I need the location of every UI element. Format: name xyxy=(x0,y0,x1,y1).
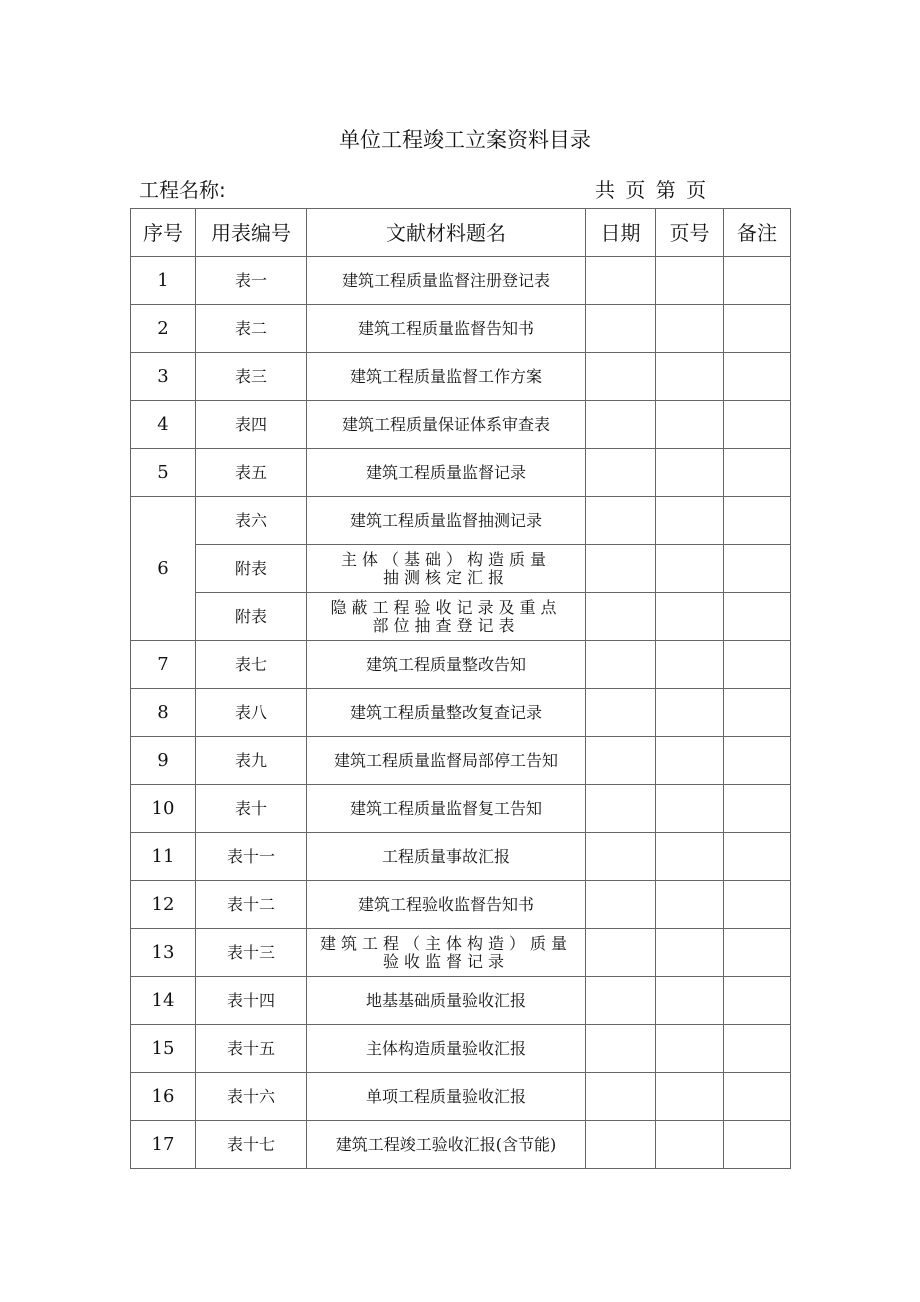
document-name-text: 建筑工程质量监督局部停工告知 xyxy=(333,750,558,770)
row-number: 15 xyxy=(131,1025,196,1073)
form-code: 表三 xyxy=(196,353,307,401)
form-code: 表九 xyxy=(196,737,307,785)
header-page: 页号 xyxy=(656,209,724,257)
page-cell[interactable] xyxy=(656,1025,724,1073)
date-cell[interactable] xyxy=(586,353,656,401)
form-code: 表六 xyxy=(196,497,307,545)
document-name xyxy=(307,1121,586,1169)
table-row xyxy=(131,641,791,689)
table-row xyxy=(131,1121,791,1169)
document-name xyxy=(307,977,586,1025)
header-code: 用表编号 xyxy=(196,209,307,257)
row-number: 4 xyxy=(131,401,196,449)
table-row xyxy=(131,785,791,833)
document-name xyxy=(307,689,586,737)
document-name xyxy=(307,305,586,353)
document-name-text: 建筑工程竣工验收汇报(含节能) xyxy=(335,1134,557,1154)
page-cell[interactable] xyxy=(656,929,724,977)
date-cell[interactable] xyxy=(586,305,656,353)
document-name-text: 建筑工程质量监督注册登记表 xyxy=(341,270,550,290)
header-no: 序号 xyxy=(131,209,196,257)
date-cell[interactable] xyxy=(586,1121,656,1169)
row-number: 3 xyxy=(131,353,196,401)
table-row xyxy=(131,1073,791,1121)
document-name-text-line2: 验收监督记录 xyxy=(382,951,509,971)
row-number: 12 xyxy=(131,881,196,929)
document-name xyxy=(307,593,586,641)
page-cell[interactable] xyxy=(656,641,724,689)
remark-cell[interactable] xyxy=(724,449,791,497)
document-title: 单位工程竣工立案资料目录 xyxy=(339,128,591,152)
form-code: 附表 xyxy=(196,545,307,593)
document-name-text: 隐蔽工程验收记录及重点 xyxy=(330,597,562,617)
form-code: 表十 xyxy=(196,785,307,833)
page-cell[interactable] xyxy=(656,545,724,593)
row-number: 11 xyxy=(131,833,196,881)
table-row xyxy=(131,977,791,1025)
document-name xyxy=(307,785,586,833)
document-name xyxy=(307,641,586,689)
table-row xyxy=(131,833,791,881)
form-code: 附表 xyxy=(196,593,307,641)
remark-cell[interactable] xyxy=(724,833,791,881)
date-cell[interactable] xyxy=(586,929,656,977)
document-name-text: 建筑工程质量整改告知 xyxy=(365,654,526,674)
document-name-text: 建筑工程质量监督工作方案 xyxy=(349,366,542,386)
row-number: 10 xyxy=(131,785,196,833)
header-title: 文献材料题名 xyxy=(307,209,586,257)
date-cell[interactable] xyxy=(586,1025,656,1073)
page-cell[interactable] xyxy=(656,977,724,1025)
form-code: 表十三 xyxy=(196,929,307,977)
document-name xyxy=(307,1073,586,1121)
row-number: 8 xyxy=(131,689,196,737)
remark-cell[interactable] xyxy=(724,737,791,785)
page-cell[interactable] xyxy=(656,1073,724,1121)
remark-cell[interactable] xyxy=(724,929,791,977)
row-number: 5 xyxy=(131,449,196,497)
remark-cell[interactable] xyxy=(724,785,791,833)
remark-cell[interactable] xyxy=(724,881,791,929)
row-number: 9 xyxy=(131,737,196,785)
page-cell[interactable] xyxy=(656,401,724,449)
form-code: 表一 xyxy=(196,257,307,305)
date-cell[interactable] xyxy=(586,977,656,1025)
page-info: 共 页 第 页 xyxy=(595,178,707,202)
date-cell[interactable] xyxy=(586,401,656,449)
table-row xyxy=(131,1025,791,1073)
remark-cell[interactable] xyxy=(724,353,791,401)
date-cell[interactable] xyxy=(586,449,656,497)
document-name xyxy=(307,833,586,881)
form-code: 表十一 xyxy=(196,833,307,881)
remark-cell[interactable] xyxy=(724,593,791,641)
remark-cell[interactable] xyxy=(724,257,791,305)
header-date: 日期 xyxy=(586,209,656,257)
project-name-label: 工程名称: xyxy=(139,178,226,202)
document-name-text: 建筑工程质量整改复查记录 xyxy=(349,702,542,722)
remark-cell[interactable] xyxy=(724,1073,791,1121)
table-row xyxy=(131,881,791,929)
row-number: 1 xyxy=(131,257,196,305)
document-name xyxy=(307,929,586,977)
remark-cell[interactable] xyxy=(724,401,791,449)
document-name xyxy=(307,881,586,929)
table-row xyxy=(131,401,791,449)
remark-cell[interactable] xyxy=(724,641,791,689)
table-row xyxy=(131,497,791,545)
document-name-text: 建筑工程质量监督记录 xyxy=(365,462,526,482)
form-code: 表十四 xyxy=(196,977,307,1025)
document-name xyxy=(307,353,586,401)
page-cell[interactable] xyxy=(656,689,724,737)
table-row xyxy=(131,449,791,497)
table-header-row xyxy=(131,209,791,257)
remark-cell[interactable] xyxy=(724,497,791,545)
document-name-text: 单项工程质量验收汇报 xyxy=(365,1086,526,1106)
remark-cell[interactable] xyxy=(724,977,791,1025)
document-name-text: 建筑工程（主体构造）质量 xyxy=(319,933,572,953)
page-cell[interactable] xyxy=(656,785,724,833)
date-cell[interactable] xyxy=(586,833,656,881)
page-cell[interactable] xyxy=(656,833,724,881)
table-row xyxy=(131,305,791,353)
date-cell[interactable] xyxy=(586,737,656,785)
date-cell[interactable] xyxy=(586,881,656,929)
document-name-text: 建筑工程验收监督告知书 xyxy=(357,894,534,914)
date-cell[interactable] xyxy=(586,545,656,593)
document-name-text: 建筑工程质量保证体系审查表 xyxy=(341,414,550,434)
remark-cell[interactable] xyxy=(724,1121,791,1169)
row-number: 13 xyxy=(131,929,196,977)
date-cell[interactable] xyxy=(586,497,656,545)
page-cell[interactable] xyxy=(656,593,724,641)
document-name xyxy=(307,1025,586,1073)
form-code: 表十二 xyxy=(196,881,307,929)
row-number: 7 xyxy=(131,641,196,689)
form-code: 表八 xyxy=(196,689,307,737)
page-cell[interactable] xyxy=(656,737,724,785)
document-name-text: 建筑工程质量监督告知书 xyxy=(357,318,534,338)
document-name xyxy=(307,545,586,593)
row-number: 16 xyxy=(131,1073,196,1121)
document-name-text: 工程质量事故汇报 xyxy=(381,846,510,866)
catalog-table xyxy=(130,208,791,1169)
page-cell[interactable] xyxy=(656,1121,724,1169)
document-name xyxy=(307,401,586,449)
document-name xyxy=(307,257,586,305)
document-name xyxy=(307,449,586,497)
document-name xyxy=(307,737,586,785)
table-row xyxy=(131,593,791,641)
form-code: 表十六 xyxy=(196,1073,307,1121)
page-cell[interactable] xyxy=(656,305,724,353)
document-name-text: 地基基础质量验收汇报 xyxy=(365,990,526,1010)
page-cell[interactable] xyxy=(656,881,724,929)
document-name-text: 建筑工程质量监督复工告知 xyxy=(349,798,542,818)
document-name xyxy=(307,497,586,545)
row-number: 6 xyxy=(131,497,196,641)
document-name-text: 建筑工程质量监督抽测记录 xyxy=(349,510,542,530)
document-name-text: 主体（基础）构造质量 xyxy=(340,549,551,569)
page-cell[interactable] xyxy=(656,449,724,497)
row-number: 14 xyxy=(131,977,196,1025)
remark-cell[interactable] xyxy=(724,1025,791,1073)
document-name-text-line2: 抽测核定汇报 xyxy=(382,567,509,587)
form-code: 表十七 xyxy=(196,1121,307,1169)
row-number: 17 xyxy=(131,1121,196,1169)
date-cell[interactable] xyxy=(586,785,656,833)
remark-cell[interactable] xyxy=(724,545,791,593)
page-cell[interactable] xyxy=(656,353,724,401)
remark-cell[interactable] xyxy=(724,689,791,737)
table-row xyxy=(131,545,791,593)
table-row xyxy=(131,929,791,977)
date-cell[interactable] xyxy=(586,593,656,641)
table-row xyxy=(131,689,791,737)
page-cell[interactable] xyxy=(656,257,724,305)
table-row xyxy=(131,737,791,785)
document-name-text: 主体构造质量验收汇报 xyxy=(365,1038,526,1058)
date-cell[interactable] xyxy=(586,257,656,305)
date-cell[interactable] xyxy=(586,689,656,737)
table-row xyxy=(131,257,791,305)
remark-cell[interactable] xyxy=(724,305,791,353)
form-code: 表四 xyxy=(196,401,307,449)
document-name-text-line2: 部位抽查登记表 xyxy=(372,615,520,635)
form-code: 表十五 xyxy=(196,1025,307,1073)
form-code: 表五 xyxy=(196,449,307,497)
table-row xyxy=(131,353,791,401)
form-code: 表二 xyxy=(196,305,307,353)
row-number: 2 xyxy=(131,305,196,353)
form-code: 表七 xyxy=(196,641,307,689)
page-cell[interactable] xyxy=(656,497,724,545)
date-cell[interactable] xyxy=(586,641,656,689)
date-cell[interactable] xyxy=(586,1073,656,1121)
header-remark: 备注 xyxy=(724,209,791,257)
